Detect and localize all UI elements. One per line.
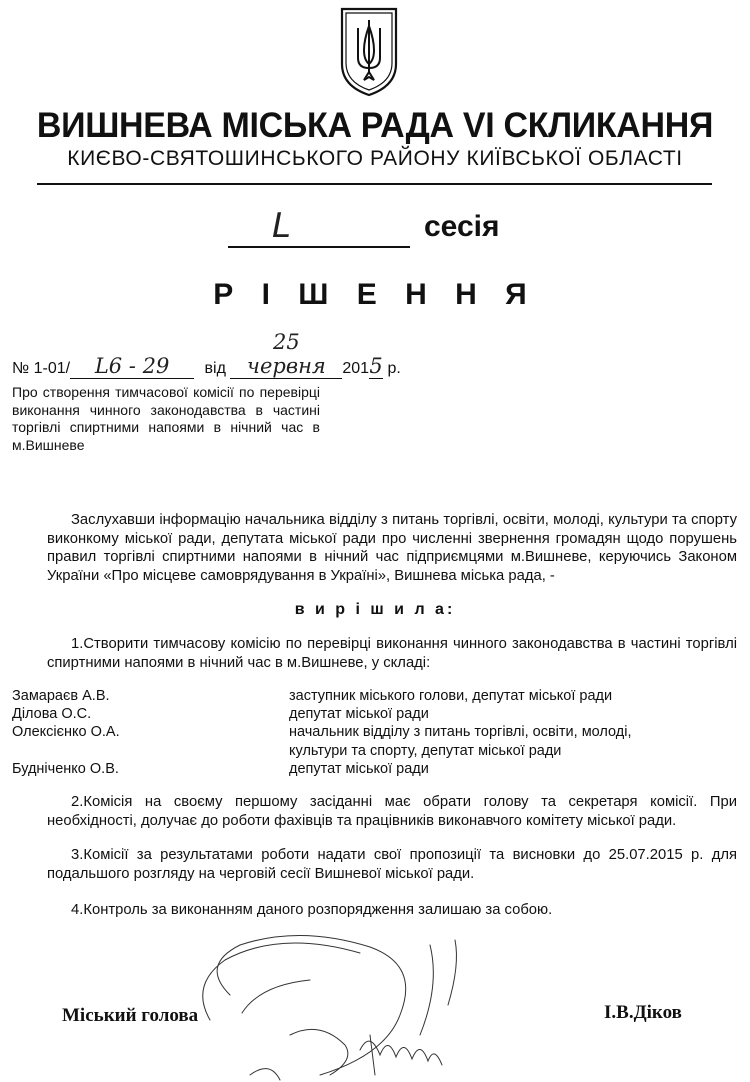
decision-subject: Про створення тимчасової комісії по перевірці виконання чинного законодавства в частині торгівлі спиртними напоями в нічний час в м.Вишневе [12, 384, 320, 453]
member-role: депутат міської ради [289, 760, 429, 777]
member-role: депутат міської ради [289, 706, 429, 723]
decision-number-date [12, 330, 732, 378]
member-name: Замараєв А.В. [12, 688, 110, 704]
session-number: L [272, 206, 291, 246]
signatory-name: І.В.Діков [604, 1002, 682, 1023]
member-name [12, 742, 289, 760]
member-row [12, 723, 732, 741]
number-handwritten: L6 - 29 [94, 354, 170, 378]
commission-members-list [12, 687, 732, 778]
item-3-paragraph: 3.Комісії за результатами роботи надати свої пропозиції та висновки до 25.07.2015 р. для подальшого розгляду на черговій сесії Вишневої міської ради. [47, 847, 737, 882]
item-4-paragraph: 4.Контроль за виконанням даного розпорядження залишаю за собою. [71, 902, 553, 918]
member-role: заступник міського голови, депутат міської ради [289, 688, 613, 704]
decision-title: Р І Ш Е Н Н Я [213, 278, 537, 311]
number-prefix: № 1-01/ [12, 360, 71, 377]
member-row [12, 705, 732, 723]
member-role: начальник відділу з питань торгівлі, освіти, молоді, [289, 724, 632, 741]
member-row [12, 742, 732, 760]
year-prefix: 201 [342, 360, 370, 377]
council-title: ВИШНЕВА МІСЬКА РАДА VI СКЛИКАННЯ [36, 106, 714, 145]
session-number-line [228, 246, 410, 248]
date-prefix: від [204, 360, 226, 377]
item-1-paragraph: 1.Створити тимчасову комісію по перевірці виконання чинного законодавства в частині торгівлі спиртними напоями в нічний час в м.Вишневе, у складі: [47, 636, 737, 671]
member-name: Олексієнко О.А. [12, 724, 120, 741]
session-label: сесія [424, 210, 500, 243]
handwritten-signature-icon [170, 925, 550, 1082]
member-row [12, 687, 732, 705]
council-subtitle: КИЄВО-СВЯТОШИНСЬКОГО РАЙОНУ КИЇВСЬКОЇ ОБЛАСТІ [67, 147, 683, 170]
year-handwritten: 5 [369, 354, 383, 378]
member-role: культури та спорту, депутат міської ради [289, 742, 562, 759]
signature-title: Міський голова [62, 1005, 199, 1026]
member-row [12, 760, 732, 778]
preamble-paragraph: Заслухавши інформацію начальника відділу з питань торгівлі, освіти, молоді, культури та спорту виконкому міської ради, депутата міської ради про численні звернення громадян щодо порушень правил торгівлі спиртними напоями в нічний час підприємцями м.Вишневе, керуючись Законом України «Про місцеве самоврядування в Україні», Вишнева міська рада, - [47, 512, 737, 584]
member-name: Будніченко О.В. [12, 760, 119, 777]
member-name: Ділова О.С. [12, 706, 92, 723]
item-2-paragraph: 2.Комісія на своєму першому засіданні має обрати голову та секретаря комісії. При необхідності, долучає до роботи фахівців та працівників виконавчого комітету міської ради. [47, 794, 737, 829]
date-handwritten: 25 червня [246, 330, 326, 378]
year-suffix: р. [387, 360, 401, 377]
resolved-heading: в и р і ш и л а: [294, 601, 456, 618]
trident-coat-of-arms-icon [338, 6, 400, 98]
header-divider [37, 183, 712, 185]
